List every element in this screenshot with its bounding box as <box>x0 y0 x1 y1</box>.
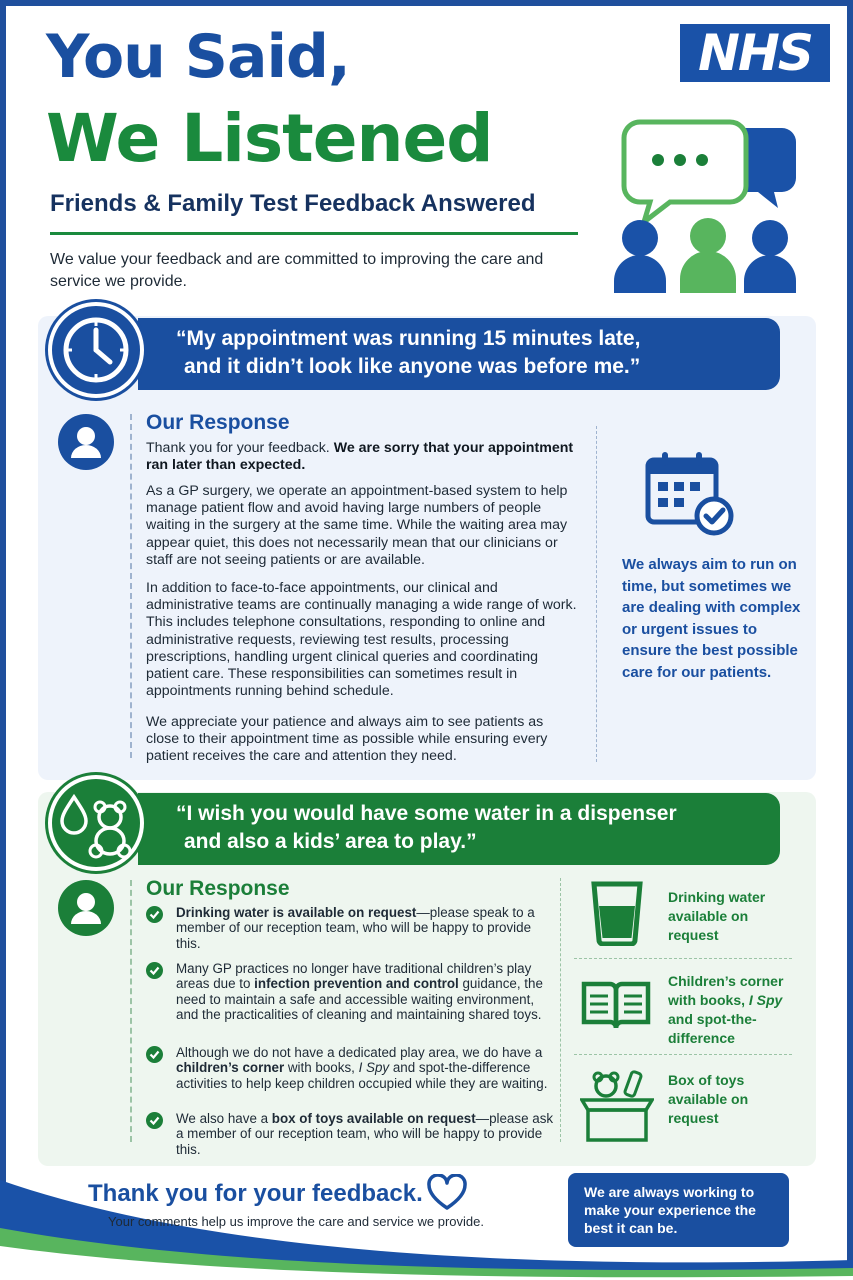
footer-message-box: We are always working to make your experience the best it can be. <box>568 1173 789 1247</box>
subtitle: Friends & Family Test Feedback Answered <box>50 190 536 217</box>
item-text: and spot-the-difference activities to help keep children occupied while they are waiting. <box>176 1060 548 1091</box>
side-item-text: Children’s corner with books, <box>668 973 784 1008</box>
side-item-divider <box>574 958 792 959</box>
side-item-text: Box of toys available on request <box>668 1072 749 1126</box>
quote-banner-1 <box>138 318 780 390</box>
side-divider <box>560 878 561 1142</box>
item-text: —please ask a member of our reception team, who will be happy to provide this. <box>176 1111 554 1157</box>
side-item-text: and spot-the-difference <box>668 1011 757 1046</box>
check-icon <box>146 962 163 979</box>
nhs-logo: NHS <box>680 24 830 82</box>
speech-people-icon <box>610 118 800 293</box>
quote-banner-2 <box>138 793 780 865</box>
check-icon <box>146 1046 163 1063</box>
side-item-text: Drinking water available on request <box>668 889 766 943</box>
quote-line: “I wish you would have some water in a dispenser <box>176 802 677 825</box>
item-text: with books, <box>284 1060 359 1076</box>
para-text: Thank you for your feedback. <box>146 440 334 456</box>
response-paragraph: We appreciate your patience and always aim to see patients as close to their appointment time as possible while ensuring every patient receives the care and attention they need. <box>146 714 548 765</box>
heart-icon <box>426 1174 468 1212</box>
thank-you-subtext: Your comments help us improve the care and service we provide. <box>108 1214 484 1229</box>
side-item-text <box>668 972 798 1048</box>
check-icon <box>146 906 163 923</box>
item-text: We also have a <box>176 1111 272 1126</box>
response-title-1: Our Response <box>146 411 290 434</box>
thank-you-heading: Thank you for your feedback. <box>88 1180 423 1207</box>
clock-icon <box>48 302 144 398</box>
quote-line: “My appointment was running 15 minutes late, <box>176 327 641 350</box>
response-line <box>130 880 132 1142</box>
item-text: —please speak to a member of our reception team, who will be happy to provide this. <box>176 905 535 951</box>
book-icon <box>580 976 652 1032</box>
intro-text: We value your feedback and are committed to improving the care and service we provide. <box>50 251 544 290</box>
response-paragraph: In addition to face-to-face appointments, our clinical and administrative teams are continually managing a wide range of work. This includes telephone consultations, responding to online and administrative requests, reviewing test results, processing prescriptions, handling urgent clinical queries and coordinating patient care. These responsibilities can sometimes result in appointments running behind schedule. <box>146 580 577 700</box>
item-bold: Drinking water is available on request <box>176 905 417 920</box>
response-title-2: Our Response <box>146 877 290 900</box>
water-teddy-icon <box>48 775 144 871</box>
title-divider <box>50 232 578 235</box>
title-line-2: We Listened <box>46 100 493 177</box>
side-item-italic: I Spy <box>748 992 783 1008</box>
item-text: Although we do not have a dedicated play area, we do have a <box>176 1045 543 1060</box>
side-note-1: We always aim to run on time, but sometimes we are dealing with complex or urgent issues to ensure the best possible care for our patients. <box>622 556 801 681</box>
calendar-check-icon <box>644 450 736 536</box>
check-icon <box>146 1112 163 1129</box>
person-icon <box>58 414 114 470</box>
item-bold: children’s corner <box>176 1060 285 1076</box>
glass-icon <box>590 880 644 946</box>
item-text: Many GP practices no longer have traditional children’s play areas due to <box>176 961 532 992</box>
item-text: guidance, the need to maintain a safe and accessible waiting environment, and the practicalities of cleaning and maintaining shared toys. <box>176 976 543 1023</box>
side-divider <box>596 426 597 762</box>
para-bold: We are sorry that your appointment ran later than expected. <box>146 440 574 474</box>
response-line <box>130 414 132 758</box>
title-line-1: You Said, <box>46 22 350 92</box>
item-bold: infection prevention and control <box>254 976 459 992</box>
toy-box-icon <box>580 1066 654 1142</box>
response-paragraph: As a GP surgery, we operate an appointment-based system to help manage patient flow and avoid having large numbers of people waiting in the surgery at the same time. While the waiting area may appear quiet, this does not necessarily mean that our clinicians or staff are not seeing patients or are available. <box>146 483 568 568</box>
quote-line: and also a kids’ area to play.” <box>184 830 477 853</box>
response-paragraph <box>146 440 580 474</box>
side-item-divider <box>574 1054 792 1055</box>
quote-line: and it didn’t look like anyone was before me.” <box>184 355 641 378</box>
item-bold: box of toys available on request <box>271 1111 476 1126</box>
person-icon <box>58 880 114 936</box>
item-italic: I Spy <box>358 1060 390 1076</box>
